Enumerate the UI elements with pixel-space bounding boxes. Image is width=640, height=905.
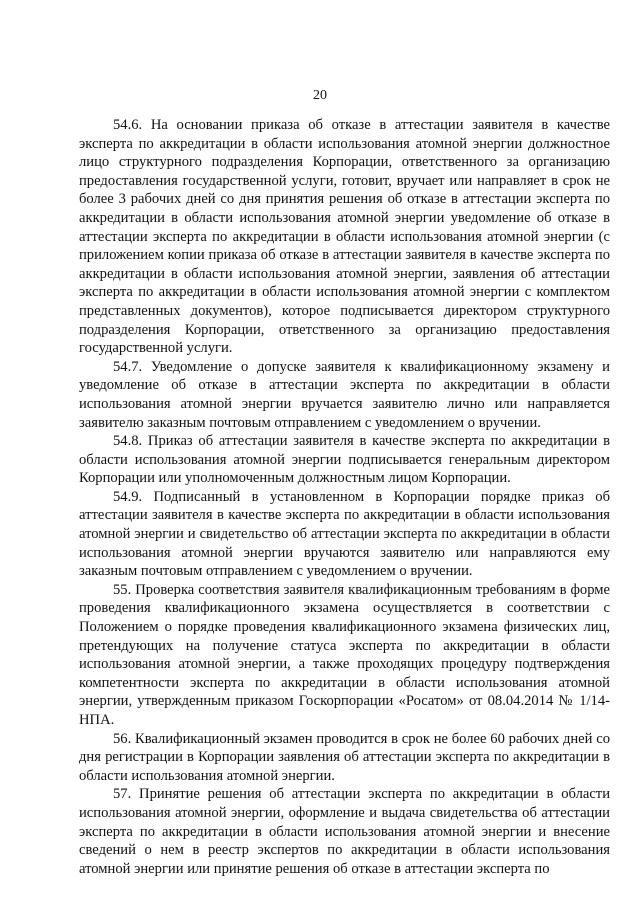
paragraph-54-8: 54.8. Приказ об аттестации заявителя в качестве эксперта по аккредитации в области использования атомной энергии подписывается генеральным директором Корпорации или уполномоченным должностным лицом Корпорации. <box>79 433 610 487</box>
document-body <box>79 116 610 878</box>
paragraph-56: 56. Квалификационный экзамен проводится в срок не более 60 рабочих дней со дня регистрации в Корпорации заявления об аттестации эксперта по аккредитации в области использования атомной энергии. <box>79 730 610 784</box>
paragraph-57: 57. Принятие решения об аттестации эксперта по аккредитации в области использования атомной энергии, оформление и выдача свидетельства об аттестации эксперта по аккредитации в области использования атомной энергии и внесение сведений о нем в реестр экспертов по аккредитации в области использования атомной энергии или принятие решения об отказе в аттестации эксперта по <box>79 786 610 877</box>
paragraph-54-9: 54.9. Подписанный в установленном в Корпорации порядке приказ об аттестации заявителя в качестве эксперта по аккредитации в области использования атомной энергии и свидетельство об аттестации эксперта по аккредитации в области использования атомной энергии вручаются заявителю или направляются ему заказным почтовым отправлением с уведомлением о вручении. <box>79 488 610 580</box>
paragraph-54-7: 54.7. Уведомление о допуске заявителя к квалификационному экзамену и уведомление об отказе в аттестации эксперта по аккредитации в области использования атомной энергии вручается заявителю лично или направляется заявителю заказным почтовым отправлением с уведомлением о вручении. <box>79 358 610 431</box>
paragraph-54-6: 54.6. На основании приказа об отказе в аттестации заявителя в качестве эксперта по аккредитации в области использования атомной энергии должностное лицо структурного подразделения Корпорации, ответственного за организацию предоставления государственной услуги, готовит, вручает или направляет в срок не более 3 рабочих дней со дня принятия решения об отказе в аттестации эксперта по аккредитации в области использования атомной энергии уведомление об отказе в аттестации эксперта по аккредитации в области использования атомной энергии (с приложением копии приказа об отказе в аттестации заявителя в качестве эксперта по аккредитации в области использования атомной энергии, заявления об аттестации эксперта по аккредитации в области использования атомной энергии с комплектом представленных документов), которое подписывается директором структурного подразделения Корпорации, ответственного за организацию предоставления государственной услуги. <box>79 117 610 357</box>
page-number: 20 <box>313 88 327 103</box>
paragraph-55: 55. Проверка соответствия заявителя квалификационным требованиям в форме проведения квалификационного экзамена осуществляется в соответствии с Положением о порядке проведения квалификационного экзамена физических лиц, претендующих на получение статуса эксперта по аккредитации в области использования атомной энергии, а также проходящих процедуру подтверждения компетентности эксперта по аккредитации в области использования атомной энергии, утвержденным приказом Госкорпорации «Росатом» от 08.04.2014 № 1/14-НПА. <box>79 581 610 728</box>
